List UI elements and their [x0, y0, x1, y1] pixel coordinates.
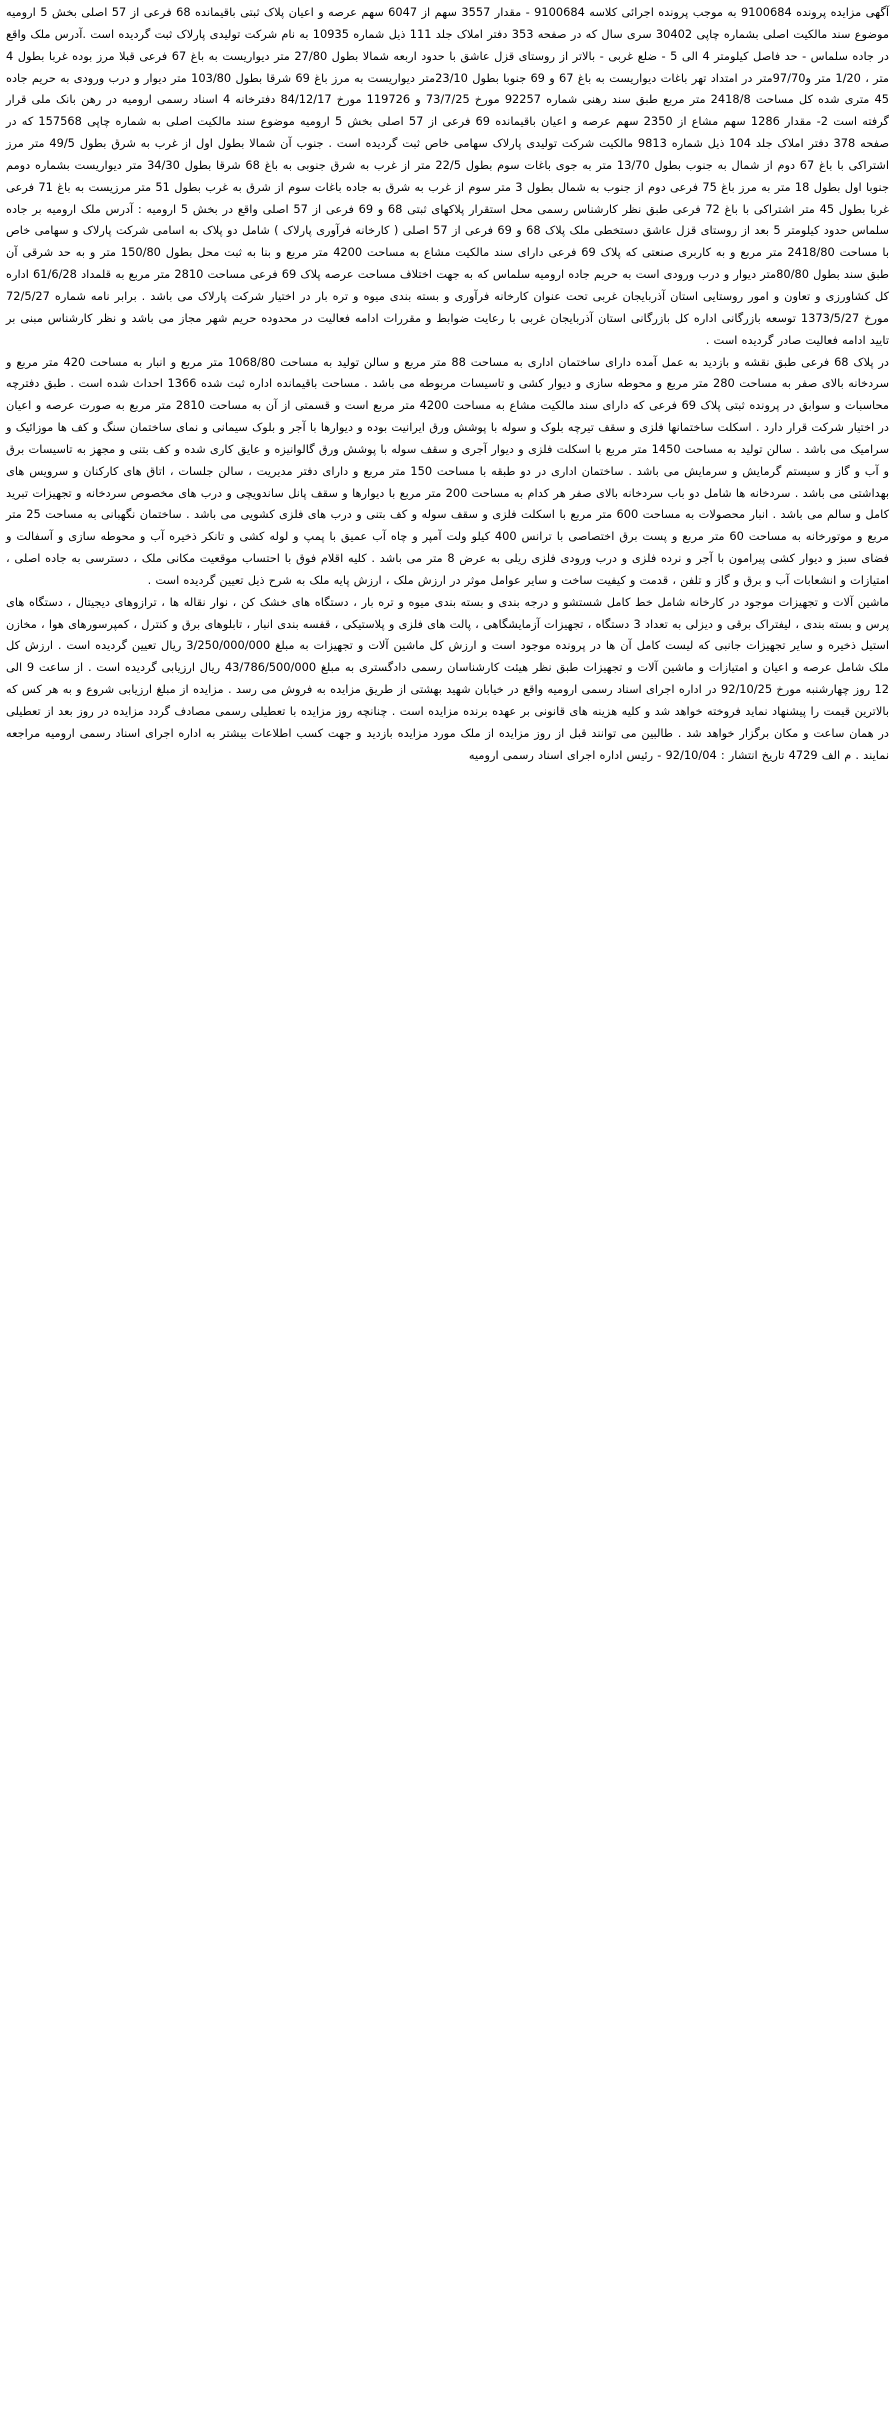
notice-paragraph-1: آگهی مزایده پرونده 9100684 به موجب پرونده اجرائی کلاسه 9100684 - مقدار 3557 سهم از 6047 سهم عرصه و اعیان پلاک ثبتی باقیمانده 68 فرعی از 57 اصلی بخش 5 ارومیه موضوع سند مالکیت اصلی بشماره چاپی 30402 سری سال که در صفحه 353 دفتر املاک جلد 111 ذیل شماره 10935 به نام شرکت تولیدی پارلاک ثبت گردیده است .آدرس ملک واقع در جاده سلماس - حد فاصل کیلومتر 4 الی 5 - ضلع غربی - بالاتر از روستای قزل عاشق با حدود اربعه شمالا بطول 27/80 متر دیواریست به باغ 67 فرعی قبلا مرز بوده غربا بطول 4 متر ، 1/20 متر و97/70متر در امتداد تهر باغات دیواریست به باغ 67 و 69 جنوبا بطول 23/10متر دیواریست به مرز باغ 69 شرقا بطول 103/80 متر دیوار و درب ورودی به حریم جاده 45 متری شده کل مساحت 2418/8 متر مربع طبق سند رهنی شماره 92257 مورخ 73/7/25 و 119726 مورخ 84/12/17 دفترخانه 4 اسناد رسمی ارومیه در رهن بانک ملی قرار گرفته است 2- مقدار 1286 سهم مشاع از 2350 سهم عرصه و اعیان باقیمانده 69 فرعی از 57 اصلی بخش 5 ارومیه موضوع سند مالکیت اصلی به شماره چاپی 157568 که در صفحه 378 دفتر املاک جلد 104 ذیل شماره 9813 مالکیت شرکت تولیدی پارلاک سهامی خاص ثبت گردیده است . جنوب آن شمالا بطول اول از غرب به شرق بطول 49/5 متر مرز اشتراکی با باغ 67 دوم از شمال به جنوب بطول 13/70 متر به جوی باغات سوم بطول 22/5 متر از غرب به شرق جنوبی به باغ 68 شرقا بطول 34/30 متر دیواریست بشماره دومم جنوبا اول بطول 18 متر به مرز باغ 75 فرعی دوم از جنوب به شمال بطول 3 متر سوم از غرب به شرق به جاده باغات سوم از شرق به غرب بطول 51 متر مرزیست به باغ 71 فرعی غربا بطول 45 متر اشتراکی با باغ 72 فرعی طبق نظر کارشناس رسمی محل استقرار پلاکهای ثبتی 68 و 69 فرعی از 57 اصلی واقع در بخش 5 ارومیه : آدرس ملک ارومیه بر جاده سلماس حدود کیلومتر 5 بعد از روستای قزل عاشق دستخطی ملک پلاک 68 و 69 فرعی از 57 اصلی ( کارخانه فرآوری پارلاک ) شامل دو پلاک به اسامی شرکت پارلاک و سهامی خاص با مساحت 2418/80 متر مربع و به کاربری صنعتی که پلاک 69 فرعی دارای سند مالکیت مشاع به مساحت 4200 متر مربع و بنا به ثبت محل بطول 150/80 متر و به حد شرقی آن طبق سند بطول 80/80متر دیوار و درب ورودی است به حریم جاده ارومیه سلماس که به جهت اختلاف مساحت عرصه پلاک 69 فرعی مساحت 2810 متر مربع به قلمداد 61/6/28 اداره کل کشاورزی و تعاون و امور روستایی استان آذربایجان غربی تحت عنوان کارخانه فرآوری و بسته بندی میوه و تره بار در اختیار شرکت پارلاک می باشد . برابر نامه شماره 72/5/27 مورخ 1373/5/27 توسعه بازرگانی اداره کل بازرگانی استان آذربایجان غربی با رعایت ضوابط و مقررات ادامه فعالیت در محدوده حریم شهر مجاز می باشد و نظر کارشناس مبنی بر تایید ادامه فعالیت صادر گردیده است .: [6, 5, 890, 347]
notice-paragraph-2: در پلاک 68 فرعی طبق نقشه و بازدید به عمل آمده دارای ساختمان اداری به مساحت 88 متر مربع و سالن تولید به مساحت 1068/80 متر مربع و انبار به مساحت 420 متر مربع و سردخانه بالای صفر به مساحت 280 متر مربع و محوطه سازی و دیوار کشی و تاسیسات مربوطه می باشد . مساحت باقیمانده اداره ثبت شده 1366 احداث شده است . طبق دفترچه محاسبات و سوابق در پرونده ثبتی پلاک 69 فرعی که دارای سند مالکیت مشاع به مساحت 4200 متر مربع است و قسمتی از آن به مساحت 2810 متر مربع به صورت عرصه و اعیان در اختیار شرکت قرار دارد . اسکلت ساختمانها فلزی و سقف تیرچه بلوک و سوله با پوشش ورق ایرانیت بوده و دیوارها با آجر و بلوک سیمانی و نمای ساختمان سنگ و کف ها موزائیک و سرامیک می باشد . سالن تولید به مساحت 1450 متر مربع با اسکلت فلزی و دیوار آجری و سقف سوله با پوشش ورق گالوانیزه و عایق کاری شده و کف بتنی و مجهز به تاسیسات برق و آب و گاز و سیستم گرمایش و سرمایش می باشد . ساختمان اداری در دو طبقه با مساحت 150 متر مربع و دارای دفتر مدیریت ، سالن جلسات ، اتاق های کارکنان و سرویس های بهداشتی می باشد . سردخانه ها شامل دو باب سردخانه بالای صفر هر کدام به مساحت 200 متر مربع با دیوارها و سقف پانل ساندویچی و درب های مخصوص سردخانه و تجهیزات تبرید کامل و سالم می باشد . انبار محصولات به مساحت 600 متر مربع با اسکلت فلزی و سقف سوله و کف بتنی و درب های فلزی کشویی می باشد . ساختمان نگهبانی به مساحت 25 متر مربع و موتورخانه به مساحت 60 متر مربع و پست برق اختصاصی با ترانس 400 کیلو ولت آمپر و چاه آب عمیق با پمپ و لوله کشی و تانکر ذخیره آب و محوطه سازی و آسفالت و فضای سبز و دیوار کشی پیرامون با آجر و نرده فلزی و درب ورودی فلزی ریلی به عرض 8 متر می باشد . کلیه اقلام فوق با احتساب موقعیت مکانی ملک ، دسترسی به جاده اصلی ، امتیازات و انشعابات آب و برق و گاز و تلفن ، قدمت و کیفیت ساخت و سایر عوامل موثر در ارزش ملک ، ارزش پایه ملک به شرح ذیل تعیین گردیده است .: [6, 354, 890, 587]
notice-body: [6, 2, 889, 767]
notice-paragraph-3: ماشین آلات و تجهیزات موجود در کارخانه شامل خط کامل شستشو و درجه بندی و بسته بندی میوه و تره بار ، دستگاه های خشک کن ، نوار نقاله ها ، ترازوهای دیجیتال ، دستگاه های پرس و بسته بندی ، لیفتراک برقی و دیزلی به تعداد 3 دستگاه ، تجهیزات آزمایشگاهی ، پالت های فلزی و پلاستیکی ، قفسه بندی انبار ، تابلوهای برق و کنترل ، کمپرسورهای هوا ، مخازن استیل ذخیره و سایر تجهیزات جانبی که لیست کامل آن ها در پرونده موجود است و ارزش کل ماشین آلات و تجهیزات به مبلغ 3/250/000/000 ریال تعیین گردیده است . ارزش کل ملک شامل عرصه و اعیان و امتیازات و ماشین آلات و تجهیزات طبق نظر هیئت کارشناسان رسمی دادگستری به مبلغ 43/786/500/000 ریال ارزیابی گردیده است . از ساعت 9 الی 12 روز چهارشنبه مورخ 92/10/25 در اداره اجرای اسناد رسمی ارومیه واقع در خیابان شهید بهشتی از طریق مزایده به فروش می رسد . مزایده از مبلغ ارزیابی شروع و به هر کس که بالاترین قیمت را پیشنهاد نماید فروخته خواهد شد و کلیه هزینه های قانونی بر عهده برنده مزایده است . چنانچه روز مزایده با تعطیلی رسمی مصادف گردد مزایده در روز بعد از تعطیلی در همان ساعت و مکان برگزار خواهد شد . طالبین می توانند قبل از روز مزایده از ملک مورد مزایده بازدید و جهت کسب اطلاعات بیشتر به اداره اجرای اسناد رسمی ارومیه مراجعه نمایند . م الف 4729 تاریخ انتشار : 92/10/04 - رئیس اداره اجرای اسناد رسمی ارومیه: [6, 594, 889, 762]
